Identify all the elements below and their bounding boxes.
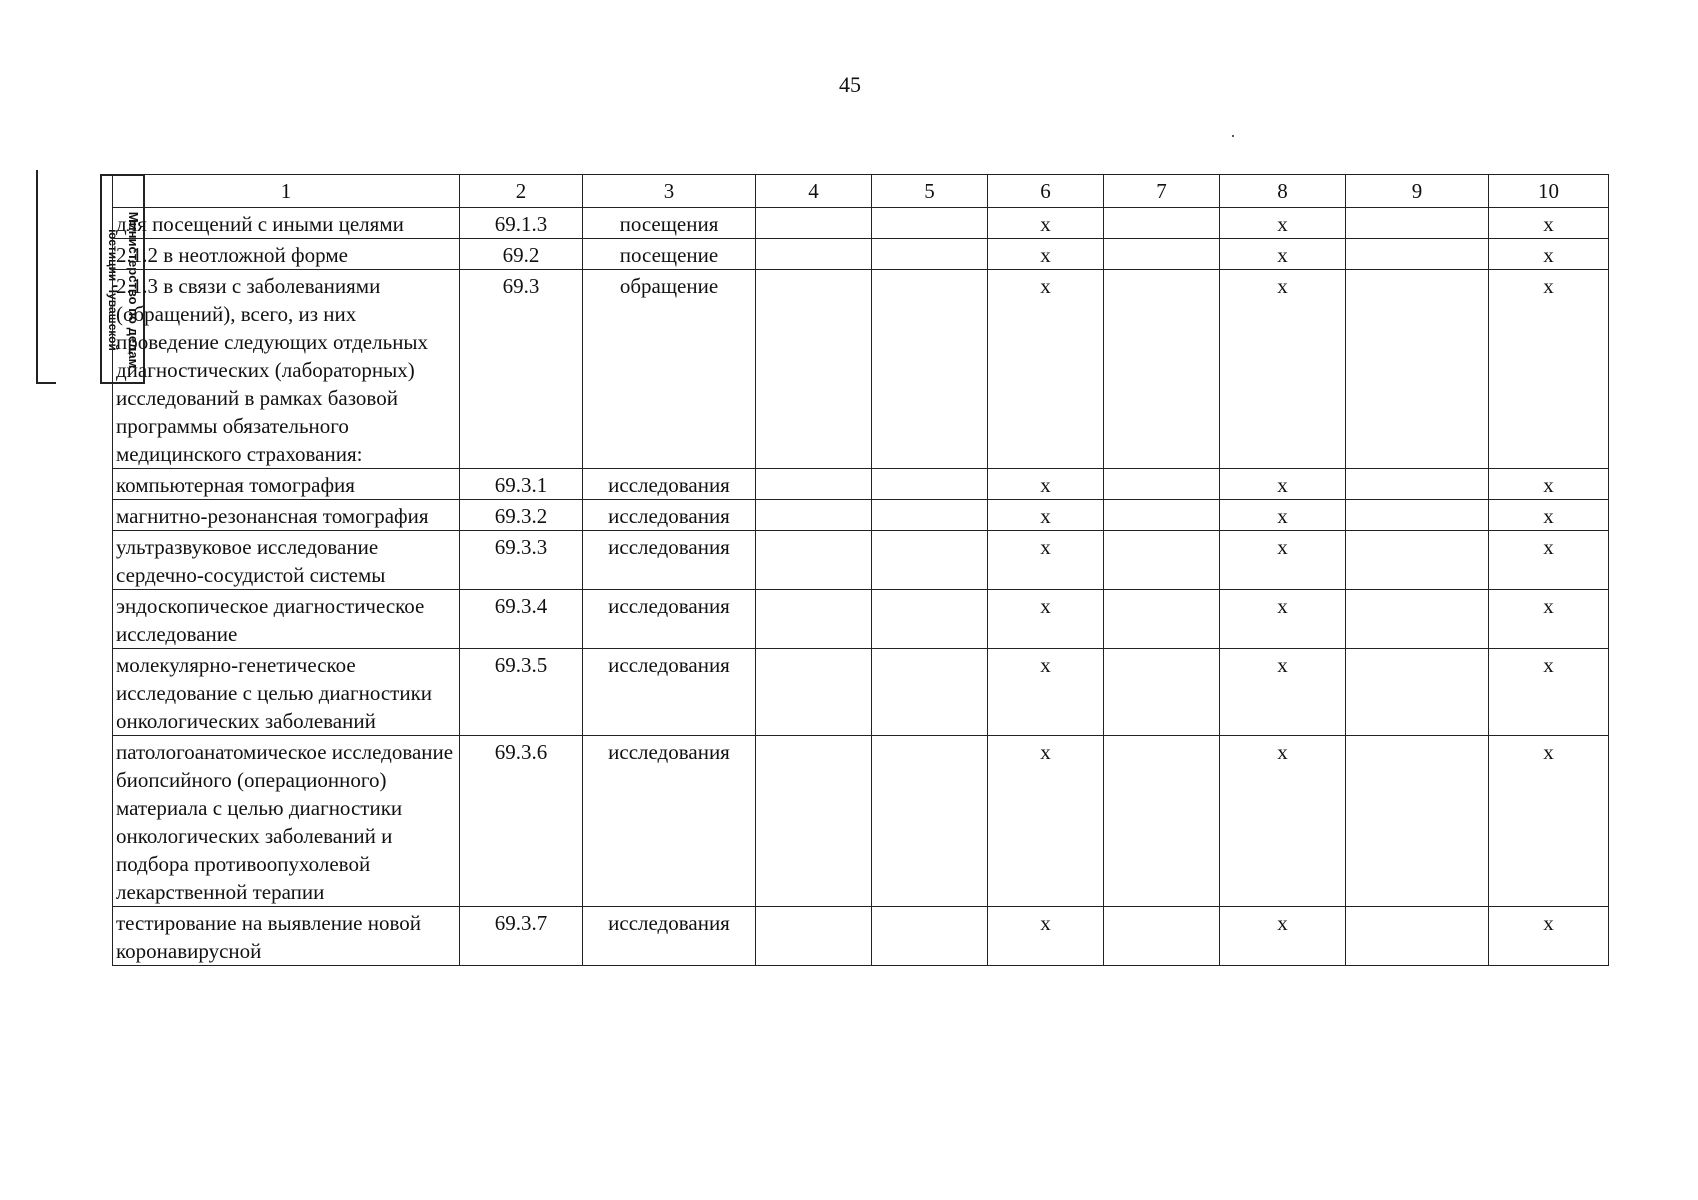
row-col9-cell <box>1346 907 1489 966</box>
row-col4-cell <box>756 907 872 966</box>
row-name-cell: молекулярно-генетическое исследование с целью диагностики онкологических заболеваний <box>113 649 460 736</box>
row-col5-cell <box>872 500 988 531</box>
row-col10-cell: х <box>1489 270 1609 469</box>
header-cell: 5 <box>872 175 988 208</box>
row-col9-cell <box>1346 239 1489 270</box>
row-name-cell: магнитно-резонансная томография <box>113 500 460 531</box>
row-col8-cell: х <box>1220 208 1346 239</box>
row-col6-cell: х <box>988 736 1104 907</box>
header-cell: 2 <box>460 175 583 208</box>
row-code-cell: 69.3.3 <box>460 531 583 590</box>
data-table <box>112 174 1609 966</box>
row-col10-cell: х <box>1489 531 1609 590</box>
header-cell: 4 <box>756 175 872 208</box>
row-code-cell: 69.3.7 <box>460 907 583 966</box>
row-col9-cell <box>1346 500 1489 531</box>
header-cell: 3 <box>583 175 756 208</box>
row-col8-cell: х <box>1220 469 1346 500</box>
scan-speck <box>1232 135 1234 137</box>
row-unit-cell: исследования <box>583 590 756 649</box>
row-unit-cell: исследования <box>583 500 756 531</box>
row-col9-cell <box>1346 208 1489 239</box>
row-col7-cell <box>1104 208 1220 239</box>
row-col8-cell: х <box>1220 531 1346 590</box>
row-col7-cell <box>1104 270 1220 469</box>
row-col5-cell <box>872 208 988 239</box>
row-col7-cell <box>1104 736 1220 907</box>
row-col6-cell: х <box>988 469 1104 500</box>
row-col4-cell <box>756 531 872 590</box>
row-col7-cell <box>1104 239 1220 270</box>
header-row <box>113 175 1609 208</box>
row-col4-cell <box>756 270 872 469</box>
row-name-cell: эндоскопическое диагностическое исследование <box>113 590 460 649</box>
header-cell: 1 <box>113 175 460 208</box>
row-col10-cell: х <box>1489 500 1609 531</box>
row-col8-cell: х <box>1220 907 1346 966</box>
row-col5-cell <box>872 736 988 907</box>
row-col10-cell: х <box>1489 590 1609 649</box>
row-name-cell: ультразвуковое исследование сердечно-сосудистой системы <box>113 531 460 590</box>
row-name-cell: 2.1.3 в связи с заболеваниями (обращений), всего, из них проведение следующих отдельных диагностических (лабораторных) исследований в рамках базовой программы обязательного медицинского страхования: <box>113 270 460 469</box>
row-col10-cell: х <box>1489 469 1609 500</box>
row-col6-cell: х <box>988 531 1104 590</box>
registration-stamp <box>36 170 141 386</box>
table-row <box>113 649 1609 736</box>
row-unit-cell: исследования <box>583 907 756 966</box>
row-name-cell: компьютерная томография <box>113 469 460 500</box>
row-col6-cell: х <box>988 500 1104 531</box>
row-code-cell: 69.3.5 <box>460 649 583 736</box>
stamp-line-2: юстиции Чувашской <box>106 229 120 351</box>
row-code-cell: 69.3.2 <box>460 500 583 531</box>
row-unit-cell: исследования <box>583 469 756 500</box>
row-col4-cell <box>756 590 872 649</box>
header-cell: 6 <box>988 175 1104 208</box>
row-code-cell: 69.3.1 <box>460 469 583 500</box>
row-col10-cell: х <box>1489 907 1609 966</box>
stamp-line-1: Министерство по делам <box>126 211 141 369</box>
row-name-cell: для посещений с иными целями <box>113 208 460 239</box>
row-col5-cell <box>872 907 988 966</box>
row-col10-cell: х <box>1489 239 1609 270</box>
row-col7-cell <box>1104 469 1220 500</box>
row-col8-cell: х <box>1220 239 1346 270</box>
row-col5-cell <box>872 469 988 500</box>
row-col5-cell <box>872 531 988 590</box>
row-col4-cell <box>756 239 872 270</box>
row-name-cell: патологоанатомическое исследование биопсийного (операционного) материала с целью диагностики онкологических заболеваний и подбора противоопухолевой лекарственной терапии <box>113 736 460 907</box>
table-row <box>113 208 1609 239</box>
row-col4-cell <box>756 649 872 736</box>
row-col9-cell <box>1346 590 1489 649</box>
row-col9-cell <box>1346 469 1489 500</box>
row-col6-cell: х <box>988 649 1104 736</box>
row-col8-cell: х <box>1220 500 1346 531</box>
row-unit-cell: посещения <box>583 208 756 239</box>
row-col5-cell <box>872 649 988 736</box>
row-name-cell: тестирование на выявление новой коронавирусной <box>113 907 460 966</box>
table-row <box>113 500 1609 531</box>
row-unit-cell: исследования <box>583 531 756 590</box>
row-col7-cell <box>1104 531 1220 590</box>
row-name-cell: 2.1.2 в неотложной форме <box>113 239 460 270</box>
row-col4-cell <box>756 500 872 531</box>
row-col7-cell <box>1104 907 1220 966</box>
row-col9-cell <box>1346 270 1489 469</box>
row-col6-cell: х <box>988 270 1104 469</box>
table-row <box>113 907 1609 966</box>
header-cell: 10 <box>1489 175 1609 208</box>
row-unit-cell: посещение <box>583 239 756 270</box>
header-cell: 9 <box>1346 175 1489 208</box>
row-col8-cell: х <box>1220 736 1346 907</box>
row-unit-cell: исследования <box>583 736 756 907</box>
row-col6-cell: х <box>988 590 1104 649</box>
row-col6-cell: х <box>988 208 1104 239</box>
table-row <box>113 239 1609 270</box>
row-code-cell: 69.3.4 <box>460 590 583 649</box>
row-code-cell: 69.3 <box>460 270 583 469</box>
table-row <box>113 590 1609 649</box>
header-cell: 8 <box>1220 175 1346 208</box>
row-col4-cell <box>756 469 872 500</box>
table-row <box>113 270 1609 469</box>
row-col5-cell <box>872 590 988 649</box>
row-col10-cell: х <box>1489 649 1609 736</box>
row-col5-cell <box>872 270 988 469</box>
table-row <box>113 469 1609 500</box>
row-code-cell: 69.1.3 <box>460 208 583 239</box>
row-code-cell: 69.3.6 <box>460 736 583 907</box>
row-col8-cell: х <box>1220 590 1346 649</box>
row-code-cell: 69.2 <box>460 239 583 270</box>
row-col4-cell <box>756 736 872 907</box>
row-col9-cell <box>1346 649 1489 736</box>
row-col7-cell <box>1104 500 1220 531</box>
row-col8-cell: х <box>1220 649 1346 736</box>
row-unit-cell: обращение <box>583 270 756 469</box>
row-col10-cell: х <box>1489 208 1609 239</box>
row-col9-cell <box>1346 736 1489 907</box>
table-row <box>113 531 1609 590</box>
page-number: 45 <box>839 72 861 97</box>
row-col8-cell: х <box>1220 270 1346 469</box>
stamp-bracket <box>36 170 56 384</box>
header-cell: 7 <box>1104 175 1220 208</box>
row-col5-cell <box>872 239 988 270</box>
row-col10-cell: х <box>1489 736 1609 907</box>
row-col4-cell <box>756 208 872 239</box>
row-col9-cell <box>1346 531 1489 590</box>
row-col7-cell <box>1104 590 1220 649</box>
row-col6-cell: х <box>988 907 1104 966</box>
row-unit-cell: исследования <box>583 649 756 736</box>
row-col6-cell: х <box>988 239 1104 270</box>
table-row <box>113 736 1609 907</box>
row-col7-cell <box>1104 649 1220 736</box>
